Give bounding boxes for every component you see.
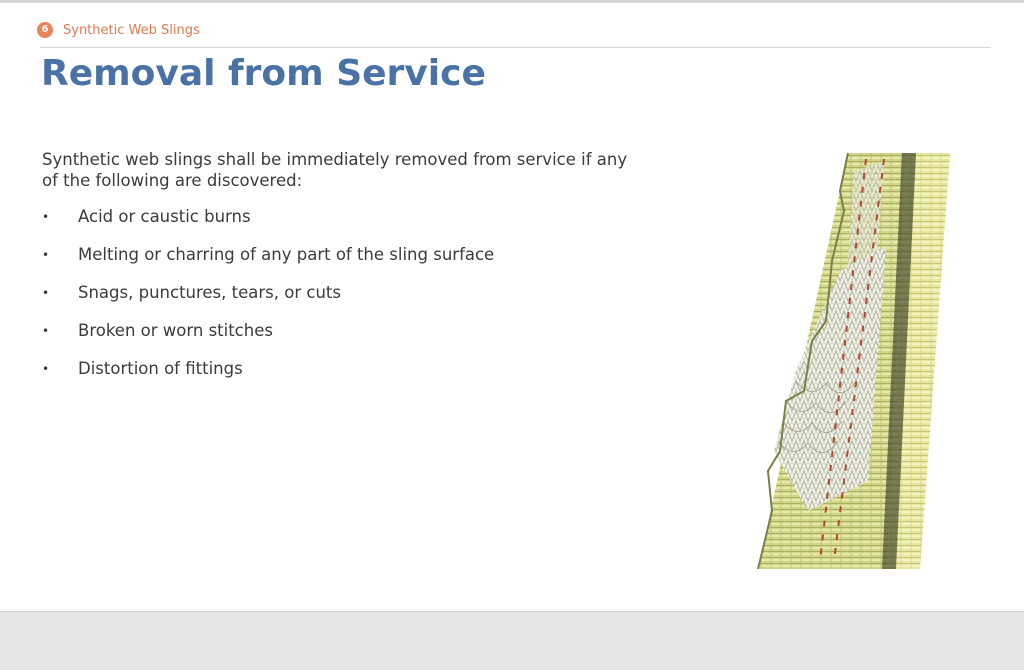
header-divider [40,47,991,48]
list-item [42,320,494,358]
bullet-icon: • [42,286,50,300]
section-number-badge: 6 [37,22,53,38]
bullet-text: Snags, punctures, tears, or cuts [78,283,341,302]
slide [0,3,1024,611]
bullet-text: Melting or charring of any part of the sling surface [78,245,495,264]
list-item [42,282,494,320]
list-item [42,244,494,282]
bullet-text: Distortion of fittings [78,359,243,378]
damaged-sling-image [756,151,952,569]
bullet-icon: • [42,248,50,262]
bullet-text: Broken or worn stitches [78,321,273,340]
bullet-text: Acid or caustic burns [78,207,251,226]
bullet-icon: • [42,210,50,224]
footer-bar [0,611,1024,670]
list-item [42,358,494,396]
bullet-icon: • [42,362,50,376]
bullet-list [42,206,494,396]
list-item [42,206,494,244]
bullet-icon: • [42,324,50,338]
section-tag [37,22,200,38]
slide-title: Removal from Service [41,53,486,94]
section-label: Synthetic Web Slings [63,22,200,38]
intro-text: Synthetic web slings shall be immediately removed from service if any of the following are discovered: [42,150,628,190]
